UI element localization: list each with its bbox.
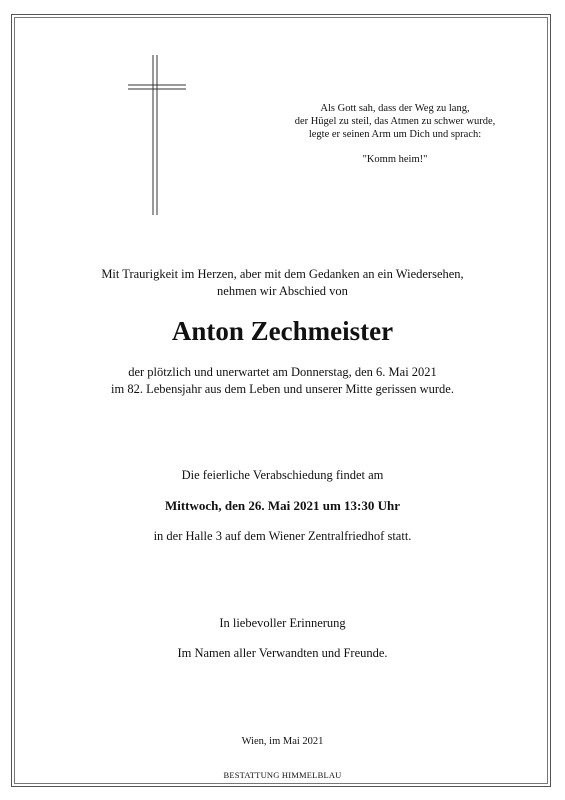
intro-line: nehmen wir Abschied von [217,284,348,298]
verse-quote: "Komm heim!" [362,154,428,165]
verse [275,102,515,166]
verse-line: Als Gott sah, dass der Weg zu lang, [320,103,470,114]
cross-icon [128,55,186,215]
family-text: Im Namen aller Verwandten und Freunde. [177,646,388,660]
intro-line: Mit Traurigkeit im Herzen, aber mit dem Gedanken an ein Wiedersehen, [101,267,464,281]
verse-line: legte er seinen Arm um Dich und sprach: [308,129,482,140]
memory-text: In liebevoller Erinnerung [219,616,346,630]
funeral-home-name: BESTATTUNG HIMMELBLAU [223,770,342,780]
funeral-date: Mittwoch, den 26. Mai 2021 um 13:30 Uhr [164,498,401,513]
funeral-intro: Die feierliche Verabschiedung findet am [181,468,384,482]
place-date: Wien, im Mai 2021 [241,736,324,747]
funeral-place: in der Halle 3 auf dem Wiener Zentralfriedhof statt. [153,529,412,543]
death-line: im 82. Lebensjahr aus dem Leben und unserer Mitte gerissen wurde. [111,382,454,396]
death-text [0,364,565,398]
death-line: der plötzlich und unerwartet am Donnerstag, den 6. Mai 2021 [128,365,437,379]
deceased-name: Anton Zechmeister [171,316,394,346]
intro-text [0,266,565,300]
verse-line: der Hügel zu steil, das Atmen zu schwer wurde, [294,116,496,127]
